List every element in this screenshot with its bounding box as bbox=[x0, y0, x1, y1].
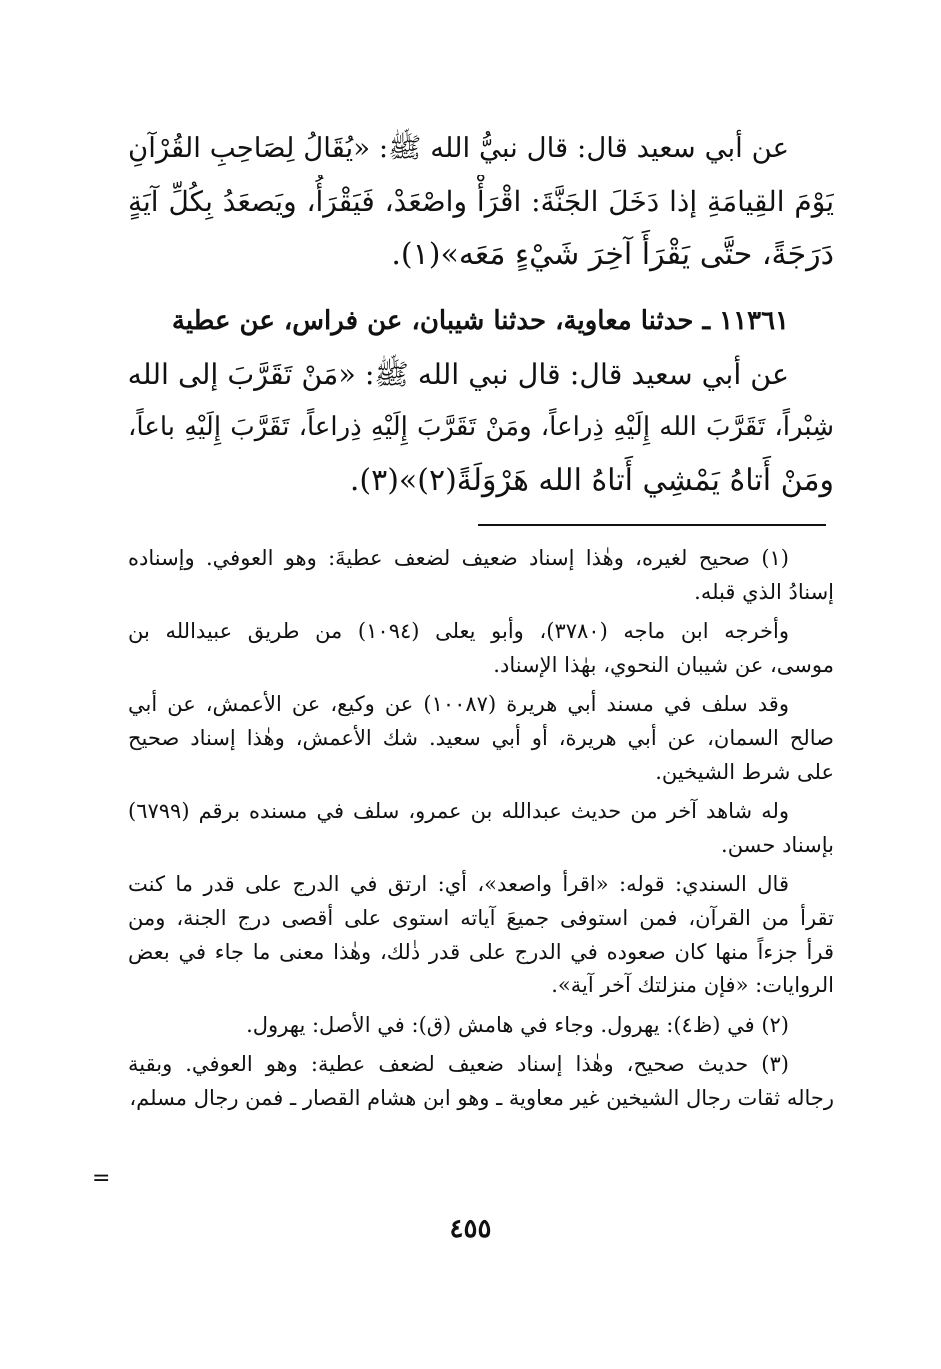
hadith-1-line: يَوْمَ القِيامَةِ إذا دَخَلَ الجَنَّةَ: اقْرَأْ واصْعَدْ، فَيَقْرَأُ، ويَصعَدُ بِكُلِّ آيَةٍ bbox=[128, 185, 834, 218]
page-number: ٤٥٥ bbox=[449, 1214, 492, 1244]
continuation-mark: = bbox=[92, 1166, 111, 1191]
footnote-3 bbox=[128, 1048, 834, 1115]
hadith-1-line: عن أبي سعيد قال: قال نبيُّ الله ﷺ: «يُقَالُ لِصَاحِبِ القُرْآنِ bbox=[128, 132, 789, 164]
hadith-2-isnad: ١١٣٦١ ـ حدثنا معاوية، حدثنا شيبان، عن فراس، عن عطية bbox=[171, 306, 789, 336]
footnote-1-salaf bbox=[128, 688, 834, 789]
footnote-line: على شرط الشيخين. bbox=[655, 759, 834, 784]
footnote-line: وأخرجه ابن ماجه (٣٧٨٠)، وأبو يعلى (١٠٩٤) من طريق عبيدالله بن bbox=[128, 619, 789, 644]
footnote-line: وقد سلف في مسند أبي هريرة (١٠٠٨٧) عن وكيع، عن الأعمش، عن أبي bbox=[128, 692, 789, 717]
footnote-1 bbox=[128, 542, 834, 609]
footnote-line: صالح السمان، عن أبي هريرة، أو أبي سعيد. شك الأعمش، وهٰذا إسناد صحيح bbox=[128, 725, 834, 750]
footnote-2 bbox=[128, 1009, 834, 1043]
footnote-line: (١) صحيح لغيره، وهٰذا إسناد ضعيف لضعف عطيةَ: وهو العوفي. وإسناده bbox=[128, 546, 789, 570]
footnote-line: موسى، عن شيبان النحوي، بهٰذا الإسناد. bbox=[493, 652, 834, 677]
footnote-line: وله شاهد آخر من حديث عبدالله بن عمرو، سلف في مسنده برقم (٦٧٩٩) bbox=[128, 799, 789, 824]
main-text bbox=[128, 122, 834, 507]
hadith-2-line: ومَنْ أَتاهُ يَمْشِي أَتاهُ الله هَرْوَلَةً(٢)»(٣). bbox=[349, 463, 834, 498]
footnote-line: قرأ جزءاً منها كان صعوده في الدرج على قدر ذٰلك، وهٰذا معنى ما جاء في بعض bbox=[128, 939, 834, 964]
hadith-2 bbox=[128, 295, 834, 507]
hadith-1-line: دَرَجَةً، حتَّى يَقْرَأَ آخِرَ شَيْءٍ مَعَه»(١). bbox=[391, 237, 834, 272]
footnote-line: (٢) في (ظ٤): يهرول. وجاء في هامش (ق): في الأصل: يهرول. bbox=[246, 1012, 789, 1037]
footnotes bbox=[128, 542, 834, 1122]
hadith-2-line: عن أبي سعيد قال: قال نبي الله ﷺ: «مَنْ تَقَرَّبَ إلى الله bbox=[128, 358, 789, 391]
footnote-1-shahid bbox=[128, 795, 834, 862]
footnote-line: قال السندي: قوله: «اقرأ واصعد»، أي: ارتق في الدرج على قدر ما كنت bbox=[128, 872, 789, 897]
footnote-line: رجاله ثقات رجال الشيخين غير معاوية ـ وهو ابن هشام القصار ـ فمن رجال مسلم، bbox=[129, 1085, 834, 1110]
footnote-line: (٣) حديث صحيح، وهٰذا إسناد ضعيف لضعف عطية: وهو العوفي. وبقية bbox=[128, 1052, 789, 1077]
footnote-1-takhrij bbox=[128, 615, 834, 682]
footnote-line: تقرأ من القرآن، فمن استوفى جميعَ آياته استوى على أقصى درج الجنة، ومن bbox=[128, 905, 834, 930]
footnote-separator bbox=[478, 524, 826, 526]
footnote-line: الروايات: «فإن منزلتك آخر آية». bbox=[551, 973, 834, 998]
footnote-1-sindi bbox=[128, 868, 834, 1002]
hadith-1 bbox=[128, 122, 834, 281]
footnote-line: بإسناد حسن. bbox=[721, 832, 834, 857]
footnote-line: إسنادُ الذي قبله. bbox=[694, 579, 834, 604]
hadith-2-line: شِبْراً، تَقَرَّبَ الله إِلَيْهِ ذِراعاً، ومَنْ تَقَرَّبَ إِلَيْهِ ذِراعاً، تَقَرَّبَ إِلَيْهِ باعاً، bbox=[128, 412, 834, 442]
